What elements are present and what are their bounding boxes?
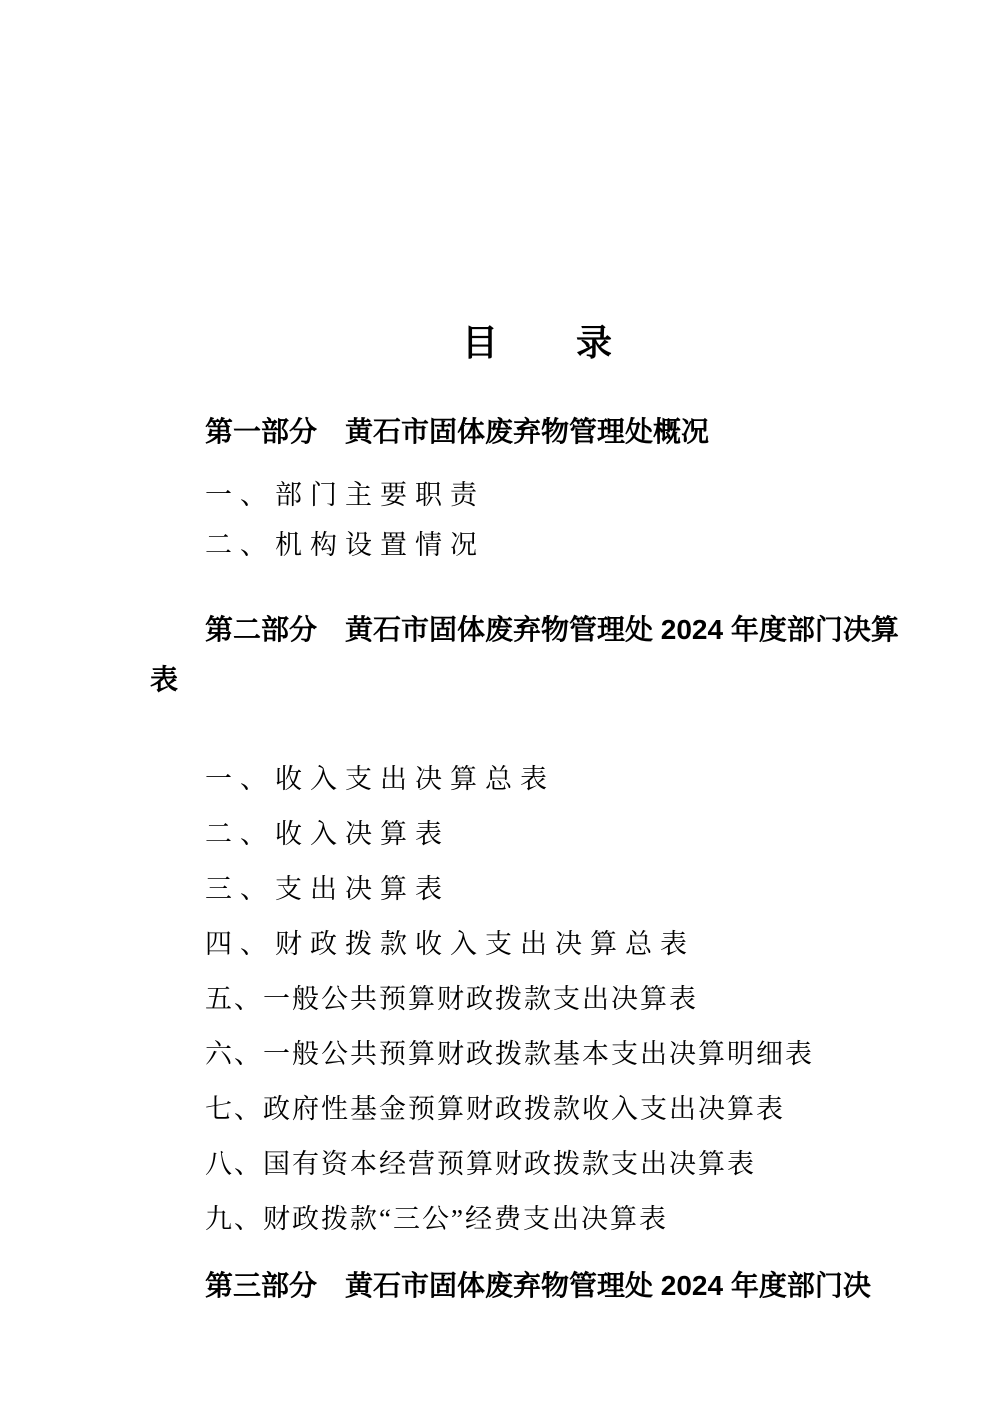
toc-item-fiscal-appropriation-summary: 四、财政拨款收入支出决算总表 [205,929,695,959]
toc-item-dept-duties: 一、部门主要职责 [205,480,485,510]
toc-section-3 [150,1269,871,1303]
toc-item-general-budget-expense: 五、一般公共预算财政拨款支出决算表 [205,984,698,1014]
section-1-heading: 第一部分 黄石市固体废弃物管理处概况 [205,416,710,447]
section-3-heading: 第三部分 黄石市固体废弃物管理处 2024 年度部门决 [205,1270,871,1301]
toc-section-2 [150,613,899,1247]
section-2-heading-line1: 第二部分 黄石市固体废弃物管理处 2024 年度部门决算 [205,614,899,645]
toc-item-expense-statement: 三、支出决算表 [205,874,450,904]
toc-item-income-statement: 二、收入决算表 [205,819,450,849]
toc-item-gov-fund-budget: 七、政府性基金预算财政拨款收入支出决算表 [205,1094,785,1124]
toc-item-general-budget-basic-expense-detail: 六、一般公共预算财政拨款基本支出决算明细表 [205,1039,814,1069]
toc-title: 目 录 [462,322,615,363]
toc-item-org-setup: 二、机构设置情况 [205,530,485,560]
toc-section-1 [150,415,850,570]
toc-content [150,322,899,1303]
toc-item-income-expense-summary: 一、收入支出决算总表 [205,764,555,794]
toc-item-three-public-funds: 九、财政拨款“三公”经费支出决算表 [205,1204,668,1234]
section-2-heading-line2: 表 [150,664,179,695]
toc-item-state-capital-budget: 八、国有资本经营预算财政拨款支出决算表 [205,1149,756,1179]
